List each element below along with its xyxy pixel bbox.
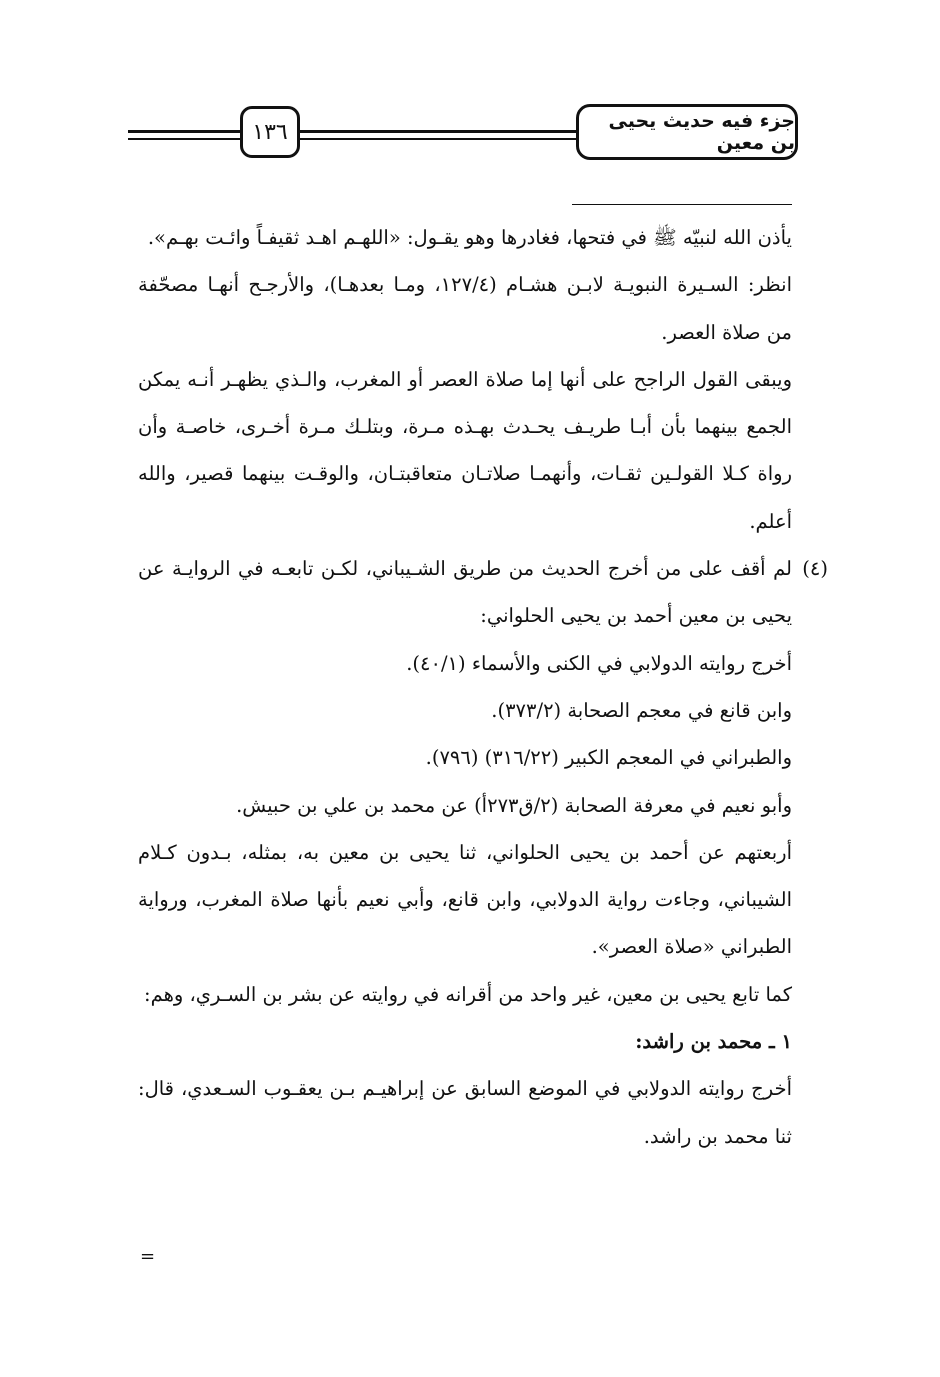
footnote-paragraph: كما تابع يحيى بن معين، غير واحد من أقرانه في روايته عن بشر بن السـري، وهم: bbox=[144, 982, 792, 1006]
book-title: جزء فيه حديث يحيى بن معين bbox=[576, 104, 798, 160]
footnote-paragraph: ويبقى القول الراجح على أنها إما صلاة العصر أو المغرب، والـذي يظهـر أنـه يمكن الجمع بينهما بأن أبـا طريـف يحـدث بهـذه مـرة، وبتلـك مـرة أخـرى، خاصـة وأن رواة كـلا القولـين ثقـات، وأنهمـا صلاتـان متعاقبتـان، والوقـت بينهما قصير، والله أعلم. bbox=[138, 367, 792, 533]
footnote-line: وأبو نعيم في معرفة الصحابة (٢/ق٢٧٣أ) عن محمد بن علي بن حبيش. bbox=[236, 793, 792, 817]
footnote-separator bbox=[572, 204, 792, 205]
footnote-4 bbox=[138, 545, 828, 640]
page-number: ١٣٦ bbox=[240, 106, 300, 158]
footnote-subheading: ١ ـ محمد بن راشد: bbox=[635, 1030, 792, 1054]
footnote-paragraph: انظر: السـيرة النبويـة لابـن هشـام (١٢٧/٤، ومـا بعدهـا)، والأرجـح أنهـا مصحّفة من صلاة العصر. bbox=[138, 273, 792, 344]
footnote-number: (٤) bbox=[802, 557, 828, 581]
footnote-paragraph: أربعتهم عن أحمد بن يحيى الحلواني، ثنا يحيى بن معين به، بمثله، بـدون كـلام الشيباني، وجاءت رواية الدولابي، وابن قانع، وأبي نعيم بأنها صلاة المغرب، ورواية الطبراني «صلاة العصر». bbox=[138, 840, 792, 959]
page-header bbox=[128, 100, 798, 170]
footnote-paragraph: يأذن الله لنبيّه ﷺ في فتحها، فغادرها وهو يقـول: «اللهـم اهـد ثقيفـاً وائـت بهـم». bbox=[147, 226, 792, 249]
footnote-line: أخرج روايته الدولابي في الكنى والأسماء (٤٠/١). bbox=[406, 651, 792, 675]
continuation-mark: = bbox=[140, 1246, 156, 1267]
footnote-line: وابن قانع في معجم الصحابة (٣٧٣/٢). bbox=[491, 698, 792, 722]
footnote-paragraph: لم أقف على من أخرج الحديث من طريق الشـيباني، لكـن تابعـه في الروايـة عن يحيى بن معين أحمد بن يحيى الحلواني: bbox=[138, 557, 792, 628]
footnotes-body bbox=[138, 214, 828, 1160]
footnote-paragraph: أخرج روايته الدولابي في الموضع السابق عن إبراهيـم بـن يعقـوب السـعدي، قال: ثنا محمد بن راشد. bbox=[138, 1077, 792, 1148]
footnote-line: والطبراني في المعجم الكبير (٣١٦/٢٢) (٧٩٦). bbox=[425, 746, 792, 770]
